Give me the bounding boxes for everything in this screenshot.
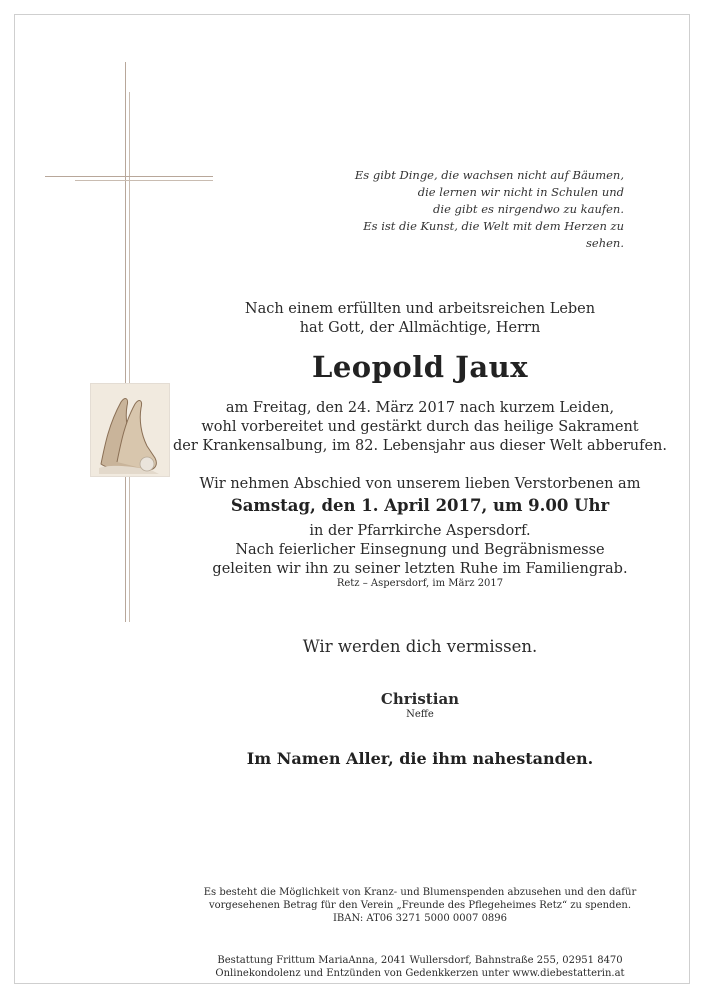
poem-line: Es ist die Kunst, die Welt mit dem Herzen zu sehen. (363, 219, 624, 250)
intro-line: hat Gott, der Allmächtige, Herrn (299, 320, 541, 336)
miss-text: Wir werden dich vermissen. (302, 637, 538, 656)
deceased-name: Leopold Jaux (311, 350, 529, 384)
poem-line: die gibt es nirgendwo zu kaufen. (433, 202, 624, 216)
donation-line: Es besteht die Möglichkeit von Kranz- und Blumenspenden abzusehen und den dafür (203, 887, 637, 898)
farewell-text: Wir nehmen Abschied von unserem lieben Verstorbenen am (199, 476, 641, 492)
place-date: Retz – Aspersdorf, im März 2017 (336, 578, 504, 589)
church-text (160, 522, 680, 579)
death-text (160, 399, 680, 456)
intro-text (160, 300, 680, 338)
signer-relation: Neffe (406, 709, 434, 720)
all-text: Im Namen Aller, die ihm nahestanden. (246, 749, 594, 768)
donation-note (160, 886, 680, 925)
church-line: in der Pfarrkirche Aspersdorf. (309, 523, 531, 539)
death-line: der Krankensalbung, im 82. Lebensjahr aus dieser Welt abberufen. (172, 438, 667, 454)
donation-line: vorgesehenen Betrag für den Verein „Freunde des Pflegeheimes Retz“ zu spenden. (208, 900, 631, 911)
cross-horizontal-beam (45, 176, 213, 184)
poem-line: die lernen wir nicht in Schulen und (417, 185, 624, 199)
intro-line: Nach einem erfüllten und arbeitsreichen Leben (244, 301, 596, 317)
undertaker-line: Onlinekondolenz und Entzünden von Gedenkkerzen unter www.diebestatterin.at (215, 967, 625, 979)
undertaker-line: Bestattung Frittum MariaAnna, 2041 Wullersdorf, Bahnstraße 255, 02951 8470 (217, 955, 623, 966)
death-line: wohl vorbereitet und gestärkt durch das heilige Sakrament (201, 419, 639, 435)
cross-vertical-beam (125, 62, 133, 622)
praying-hands-icon (90, 383, 170, 477)
church-line: Nach feierlicher Einsegnung und Begräbnismesse (235, 542, 605, 558)
poem (330, 167, 624, 252)
funeral-date: Samstag, den 1. April 2017, um 9.00 Uhr (230, 496, 610, 515)
poem-line: Es gibt Dinge, die wachsen nicht auf Bäumen, (354, 168, 624, 182)
church-line: geleiten wir ihn zu seiner letzten Ruhe im Familiengrab. (212, 561, 628, 577)
donation-line: IBAN: AT06 3271 5000 0007 0896 (332, 913, 508, 924)
signer-name: Christian (380, 690, 460, 708)
undertaker-info (160, 955, 680, 980)
death-line: am Freitag, den 24. März 2017 nach kurzem Leiden, (225, 400, 615, 416)
